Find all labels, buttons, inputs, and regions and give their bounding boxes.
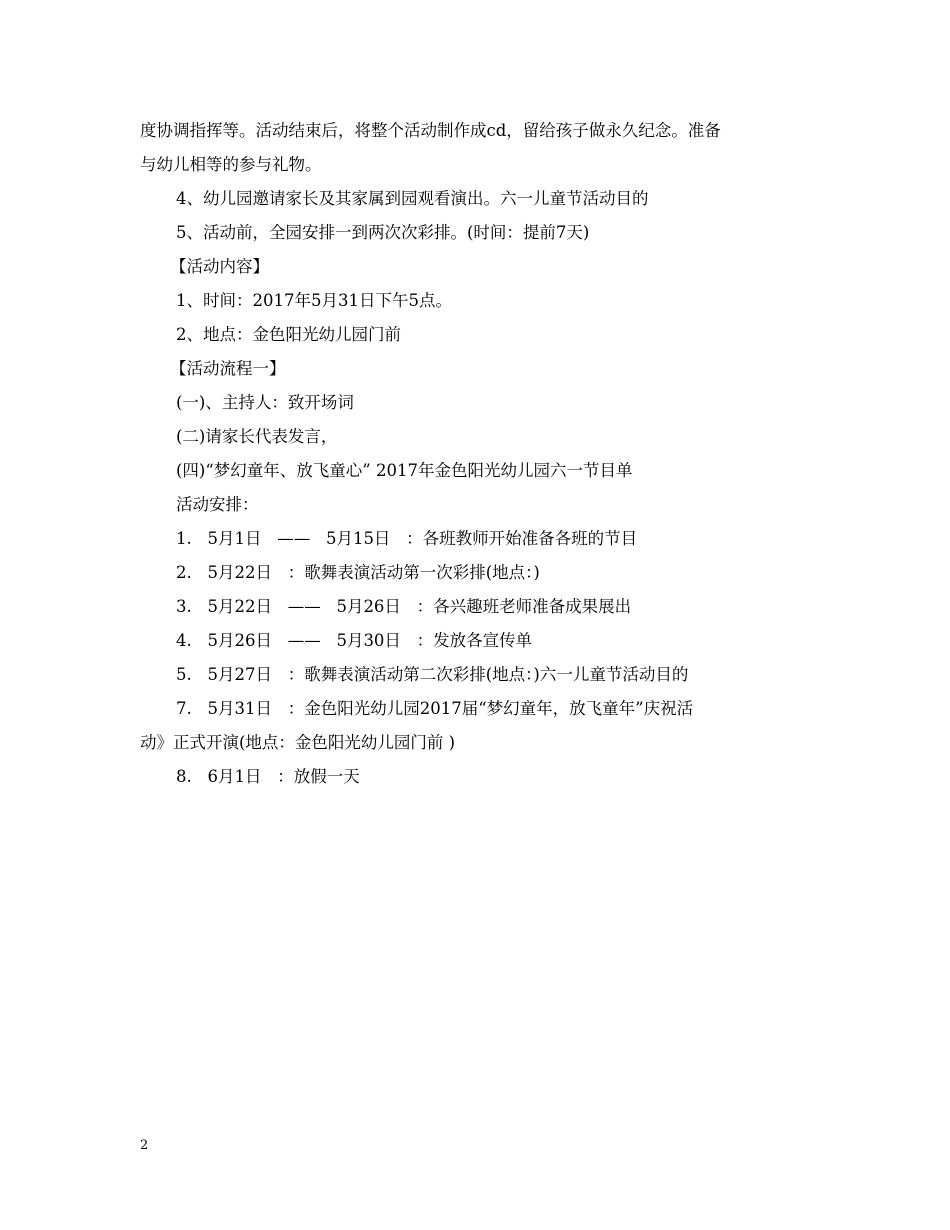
list-item: (一)、主持人：致开场词 (176, 393, 354, 412)
list-item: 4、幼儿园邀请家长及其家属到园观看演出。六一儿童节活动目的 (176, 189, 649, 208)
schedule-item: 7. 5月31日 ：金色阳光幼儿园2017届“梦幻童年，放飞童年”庆祝活 (176, 699, 694, 718)
page-number: 2 (140, 1138, 149, 1153)
document-body (140, 114, 812, 794)
schedule-item: 4. 5月26日 —— 5月30日 ：发放各宣传单 (176, 631, 533, 650)
paragraph-line: 活动安排： (176, 495, 259, 514)
list-item: (四)“梦幻童年、放飞童心” 2017年金色阳光幼儿园六一节目单 (176, 461, 633, 480)
paragraph-line: 度协调指挥等。活动结束后，将整个活动制作成cd，留给孩子做永久纪念。准备 (140, 121, 721, 140)
schedule-item: 5. 5月27日 ：歌舞表演活动第二次彩排(地点：)六一儿童节活动目的 (176, 665, 689, 684)
schedule-item: 3. 5月22日 —— 5月26日 ：各兴趣班老师准备成果展出 (176, 597, 632, 616)
list-item: 1、时间：2017年5月31日下午5点。 (176, 291, 452, 310)
schedule-item: 8. 6月1日 ：放假一天 (176, 767, 360, 786)
list-item: 2、地点：金色阳光幼儿园门前 (176, 325, 401, 344)
schedule-item: 1. 5月1日 —— 5月15日 ：各班教师开始准备各班的节目 (176, 529, 638, 548)
paragraph-line: 与幼儿相等的参与礼物。 (140, 155, 322, 174)
schedule-item: 2. 5月22日 ：歌舞表演活动第一次彩排(地点：) (176, 563, 540, 582)
list-item: (二)请家长代表发言， (176, 427, 338, 446)
list-item: 5、活动前，全园安排一到两次次彩排。(时间：提前7天) (176, 223, 590, 242)
section-heading: 【活动内容】 (170, 257, 269, 276)
section-heading: 【活动流程一】 (170, 359, 286, 378)
schedule-item-continuation: 动》正式开演(地点：金色阳光幼儿园门前 ) (140, 733, 456, 752)
